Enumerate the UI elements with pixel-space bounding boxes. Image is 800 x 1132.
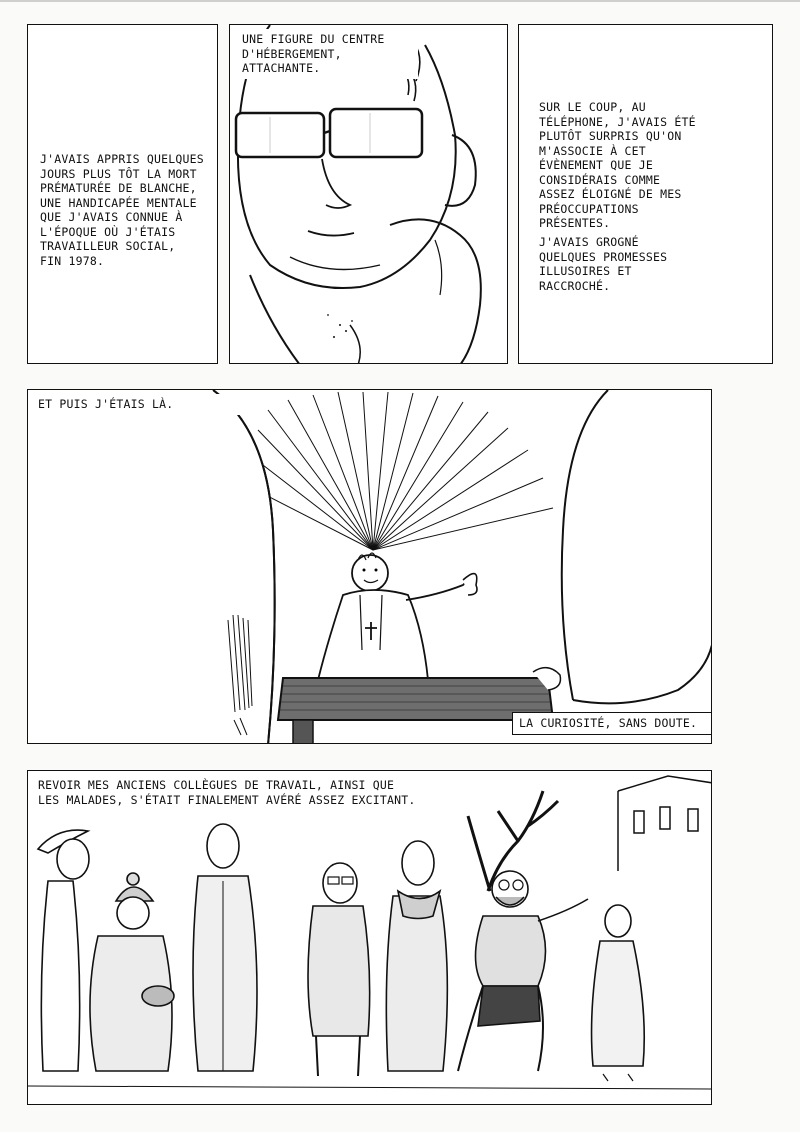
panel-2-caption: UNE FIGURE DU CENTRE D'HÉBERGEMENT, ATTACHANTE. [242,32,385,75]
page-top-edge [0,0,800,2]
person-bearded-glasses [458,871,588,1071]
glasses [236,109,422,157]
person-child-coat [592,905,645,1081]
person-glasses-handshake [308,863,370,1076]
person-hat [38,830,89,1071]
person-woman-pompom [90,873,174,1071]
panel-4-caption-top: ET PUIS J'ÉTAIS LÀ. [38,397,174,411]
nose [322,159,350,208]
panel-5-caption-box [32,775,484,810]
person-tall-coat [193,824,257,1071]
panel-1 [27,24,218,364]
left-mourner-hatching [228,615,252,712]
panel-5-caption: REVOIR MES ANCIENS COLLÈGUES DE TRAVAIL, AINSI QUE LES MALADES, S'ÉTAIT FINALEMENT AVÉRÉ ASSEZ EXCITANT. [38,778,416,807]
panel-5 [27,770,712,1105]
right-mourner-outline [562,390,608,700]
panel-4 [27,389,712,744]
building [618,776,712,871]
priest-figure [318,553,477,680]
funeral-scene-drawing [28,390,712,744]
group-scene-drawing [28,771,712,1105]
left-shadow-hatching [234,718,247,735]
ground [28,1086,712,1089]
panel-4-caption-bottom: LA CURIOSITÉ, SANS DOUTE. [519,716,698,730]
stubble [327,314,353,338]
person-scarf [386,841,447,1071]
panel-1-caption: J'AVAIS APPRIS QUELQUES JOURS PLUS TÔT LA MORT PRÉMATURÉE DE BLANCHE, UNE HANDICAPÉE MENTALE QUE J'AVAIS CONNUE À L'ÉPOQUE OÙ J'ÉTAIS TRAVAILLEUR SOCIAL, FIN 1978. [40,152,204,268]
panel-3-caption-1: SUR LE COUP, AU TÉLÉPHONE, J'AVAIS ÉTÉ PLUTÔT SURPRIS QU'ON M'ASSOCIE À CET ÉVÈNEMENT QUE JE CONSIDÉRAIS COMME ASSEZ ÉLOIGNÉ DE MES PRÉOCCUPATIONS PRÉSENTES. [539,100,696,230]
panel-4-caption-bottom-box [512,712,712,735]
panel-2-caption-box [236,29,418,79]
panel-4-caption-top-box [32,394,244,415]
sun-rays [246,392,553,550]
panel-3-caption-2: J'AVAIS GROGNÉ QUELQUES PROMESSES ILLUSOIRES ET RACCROCHÉ. [539,235,668,293]
mouth [308,231,354,236]
panel-3 [518,24,773,364]
panel-2 [229,24,508,364]
